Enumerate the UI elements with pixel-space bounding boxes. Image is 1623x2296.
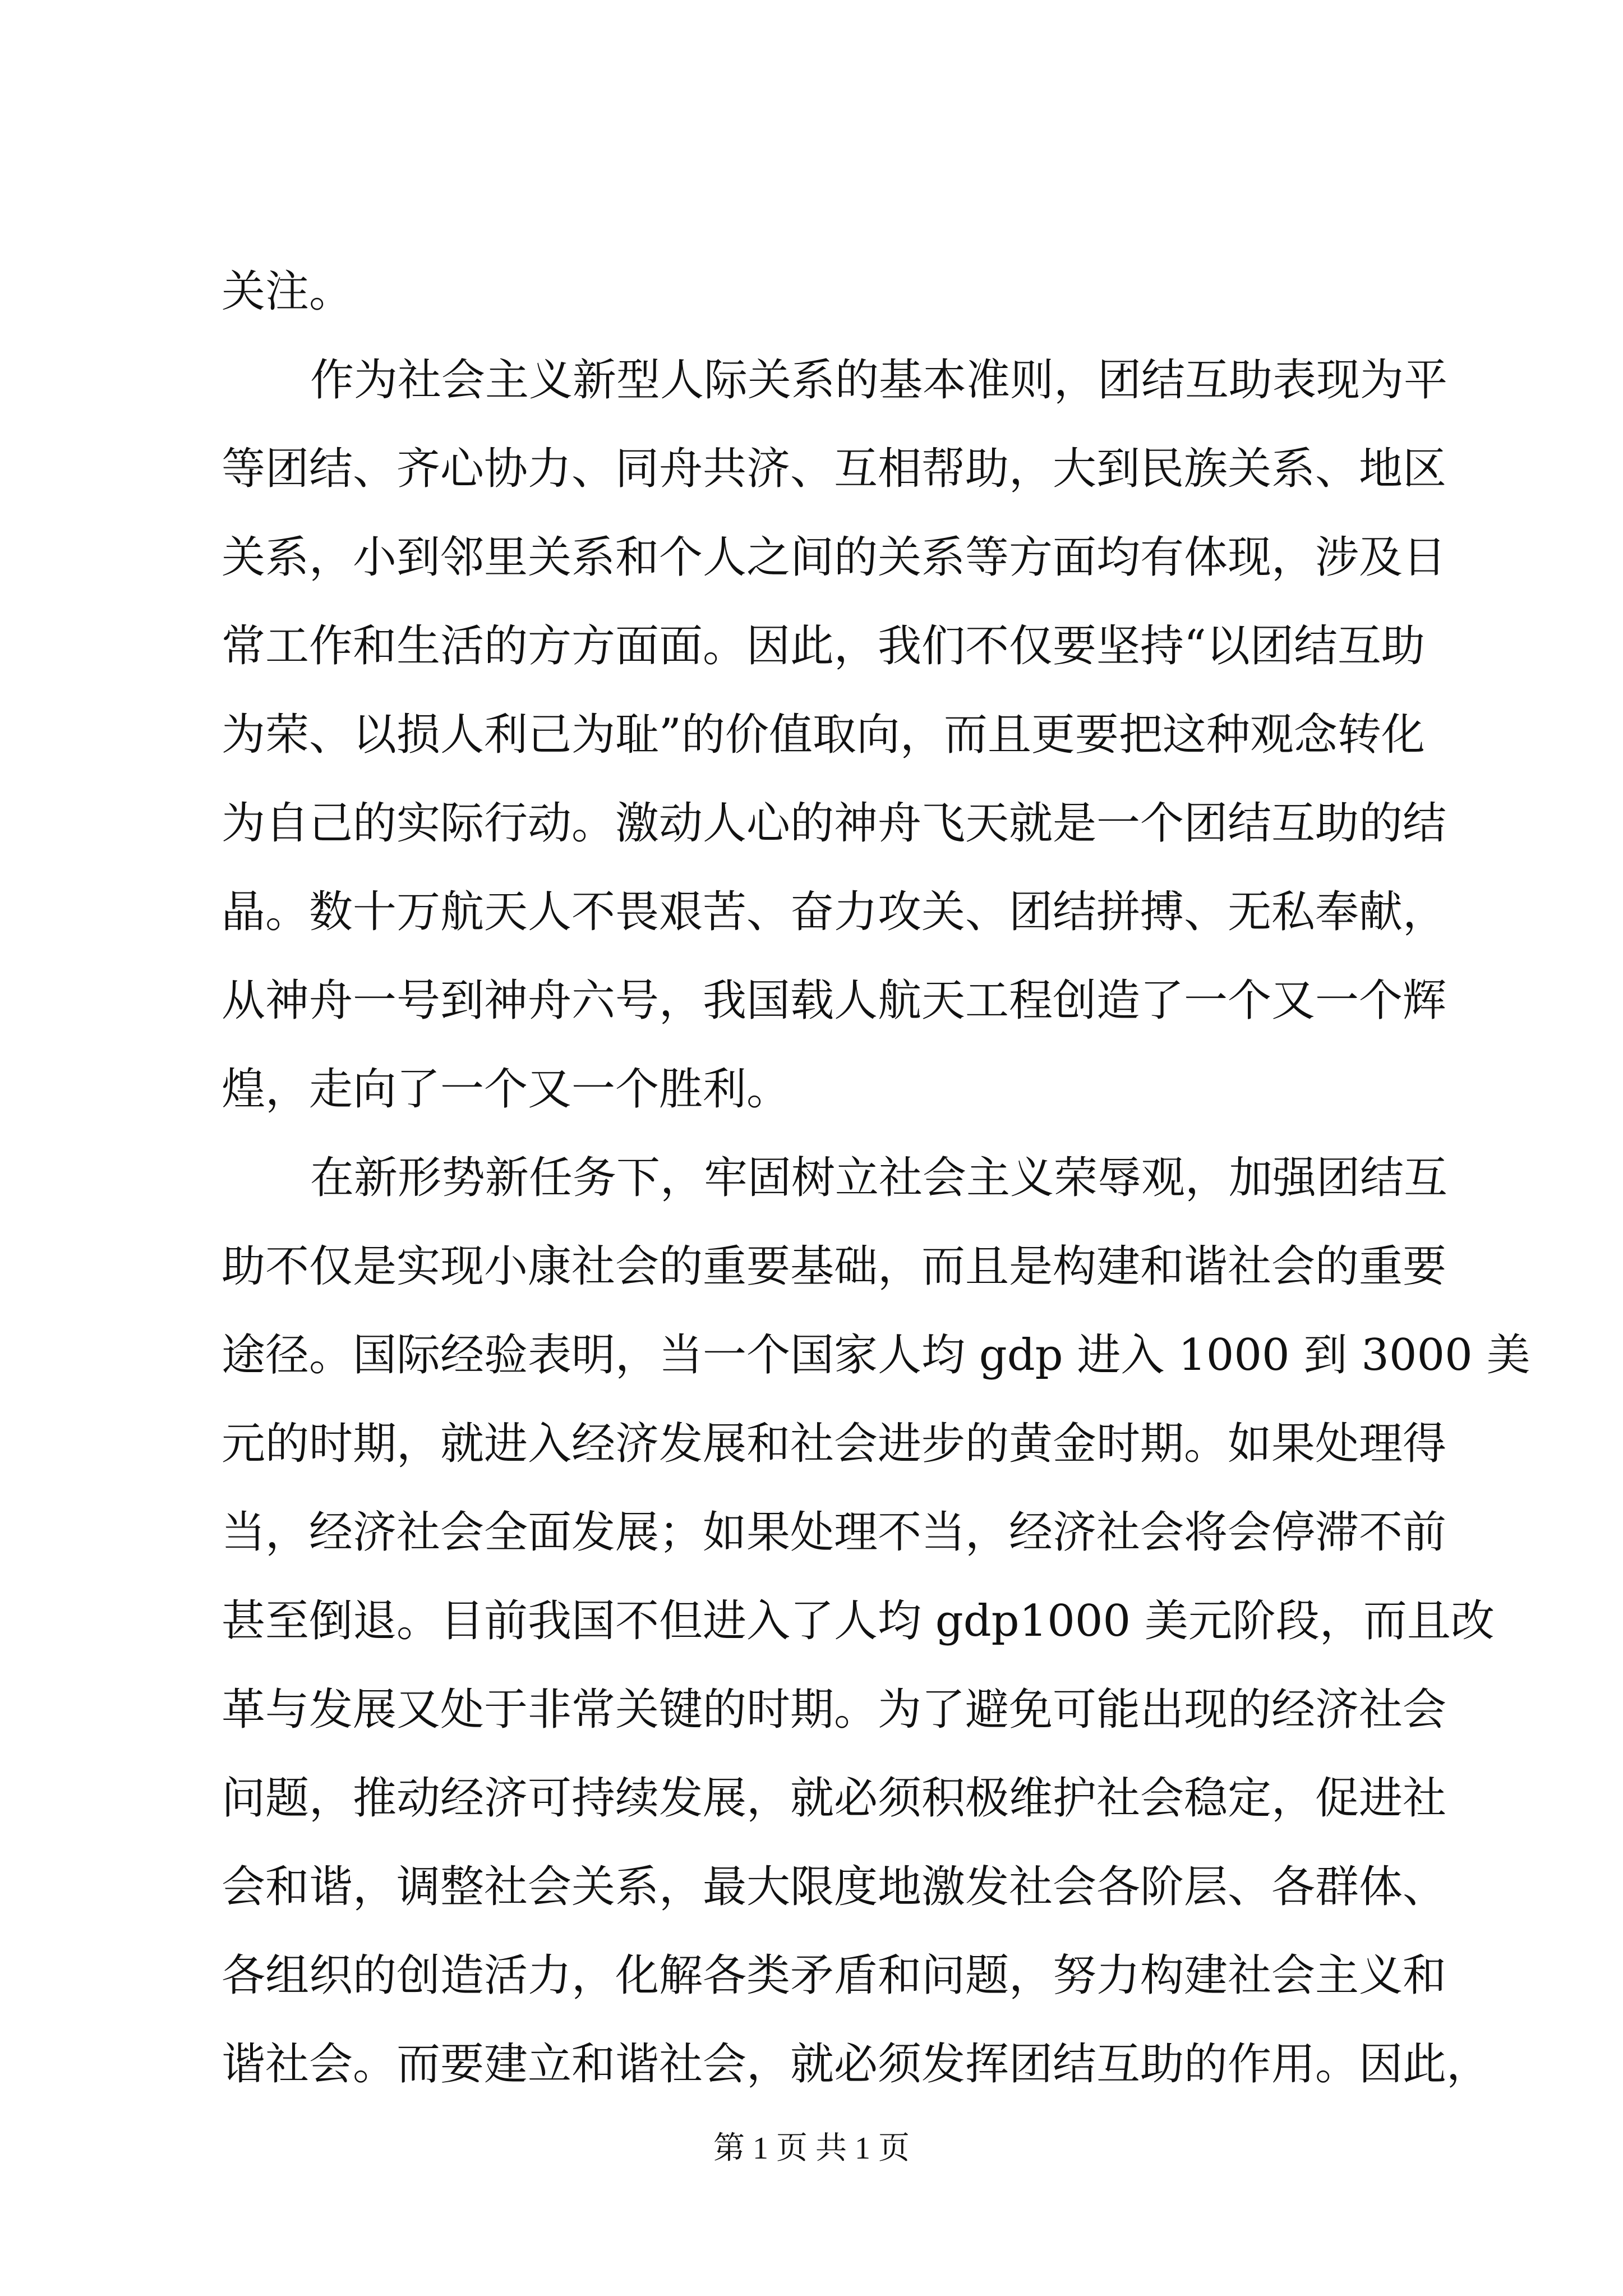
text-line-21: 谐社会。而要建立和谐社会，就必须发挥团结互助的作用。因此，: [222, 2039, 1491, 2090]
text-line-15: 当，经济社会全面发展；如果处理不当，经济社会将会停滞不前: [222, 1507, 1447, 1558]
text-line-19: 会和谐，调整社会关系，最大限度地激发社会各阶层、各群体、: [222, 1862, 1447, 1912]
text-line-12: 助不仅是实现小康社会的重要基础，而且是构建和谐社会的重要: [222, 1241, 1447, 1292]
page-number-footer: 第 1 页 共 1 页: [713, 2131, 910, 2166]
text-line-17: 革与发展又处于非常关键的时期。为了避免可能出现的经济社会: [222, 1685, 1447, 1735]
text-line-13: 途径。国际经验表明，当一个国家人均 gdp 进入 1000 到 3000 美: [222, 1330, 1530, 1381]
text-line-9: 从神舟一号到神舟六号，我国载人航天工程创造了一个又一个辉: [222, 976, 1447, 1026]
text-line-6: 为荣、以损人利己为耻”的价值取向，而且更要把这种观念转化: [222, 710, 1425, 760]
text-line-4: 关系，小到邻里关系和个人之间的关系等方面均有体现，涉及日: [222, 532, 1447, 583]
text-line-10: 煌，走向了一个又一个胜利。: [222, 1064, 791, 1115]
text-line-2: 作为社会主义新型人际关系的基本准则，团结互助表现为平: [310, 355, 1448, 406]
text-line-5: 常工作和生活的方方面面。因此，我们不仅要坚持“以团结互助: [222, 621, 1425, 671]
text-line-16: 甚至倒退。目前我国不但进入了人均 gdp1000 美元阶段，而且改: [222, 1596, 1495, 1646]
text-line-3: 等团结、齐心协力、同舟共济、互相帮助，大到民族关系、地区: [222, 444, 1447, 494]
text-line-11: 在新形势新任务下，牢固树立社会主义荣辱观，加强团结互: [310, 1153, 1448, 1203]
text-line-18: 问题，推动经济可持续发展，就必须积极维护社会稳定，促进社: [222, 1773, 1447, 1824]
text-line-14: 元的时期，就进入经济发展和社会进步的黄金时期。如果处理得: [222, 1419, 1447, 1469]
text-line-7: 为自己的实际行动。激动人心的神舟飞天就是一个团结互助的结: [222, 798, 1447, 849]
text-line-1: 关注。: [222, 266, 353, 317]
text-line-8: 晶。数十万航天人不畏艰苦、奋力攻关、团结拼搏、无私奉献，: [222, 887, 1447, 937]
text-line-20: 各组织的创造活力，化解各类矛盾和问题，努力构建社会主义和: [222, 1950, 1447, 2001]
